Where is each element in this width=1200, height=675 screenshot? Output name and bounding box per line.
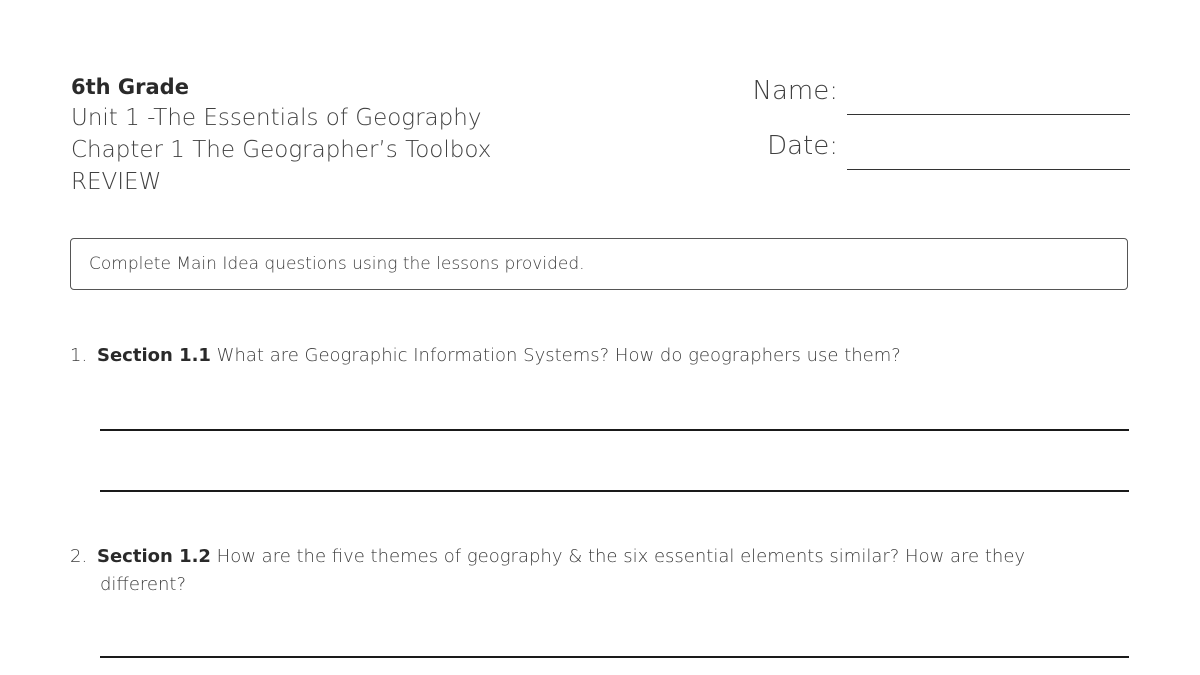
question-number: 2. — [70, 546, 88, 567]
student-info — [740, 76, 1130, 186]
question-number: 1. — [70, 345, 88, 366]
instructions-box — [70, 238, 1128, 290]
question-section: Section 1.2 — [97, 546, 211, 567]
answer-line-2a[interactable] — [100, 656, 1129, 658]
grade-title: 6th Grade — [71, 75, 189, 99]
question-1 — [70, 342, 901, 370]
name-label: Name: — [752, 76, 838, 106]
question-section: Section 1.1 — [97, 345, 211, 366]
worksheet-header — [71, 72, 491, 198]
instructions-text: Complete Main Idea questions using the lessons provided. — [89, 254, 585, 274]
date-blank-line[interactable] — [847, 169, 1130, 170]
answer-line-1b[interactable] — [100, 490, 1129, 492]
answer-line-1a[interactable] — [100, 429, 1129, 431]
unit-title: Unit 1 -The Essentials of Geography — [71, 105, 482, 131]
chapter-title: Chapter 1 The Geographer’s Toolbox — [71, 137, 492, 163]
date-field — [740, 131, 1130, 186]
name-blank-line[interactable] — [847, 114, 1130, 115]
name-field — [740, 76, 1130, 131]
question-text-continued: different? — [100, 574, 187, 595]
date-label: Date: — [767, 131, 838, 161]
question-2 — [70, 543, 1025, 599]
review-label: REVIEW — [71, 169, 162, 195]
question-text: How are the five themes of geography & the six essential elements similar? How are they — [210, 546, 1026, 567]
question-text: What are Geographic Information Systems? How do geographers use them? — [210, 345, 901, 366]
